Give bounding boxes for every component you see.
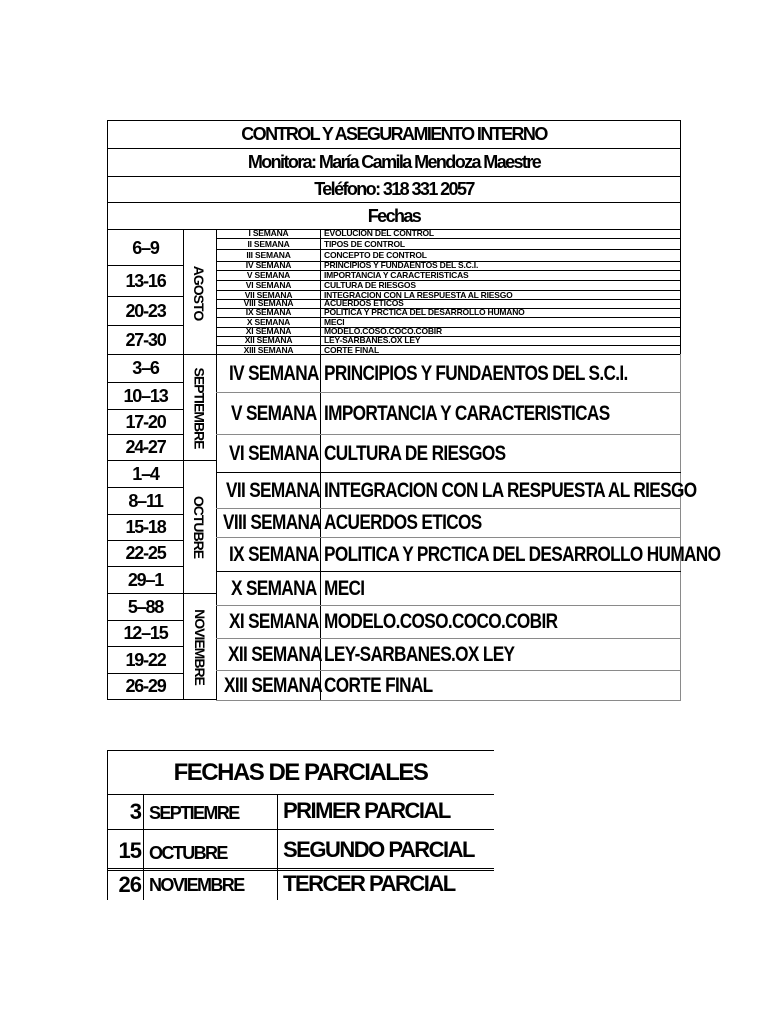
date-range-cell: 8–11 bbox=[128, 490, 163, 511]
date-range-cell: 3–6 bbox=[132, 358, 159, 378]
exam-name: PRIMER PARCIAL bbox=[283, 798, 450, 823]
exams-title: FECHAS DE PARCIALES bbox=[173, 759, 428, 786]
week-label: XI SEMANA bbox=[229, 610, 319, 633]
week-label: X SEMANA bbox=[231, 576, 317, 600]
exam-day: 26 bbox=[118, 872, 141, 897]
week-label: XIII SEMANA bbox=[224, 673, 323, 697]
week-topic: MODELO.COSO.COCO.COBIR bbox=[324, 610, 558, 633]
small-week-label: IX SEMANA bbox=[245, 307, 292, 317]
small-week-label: II SEMANA bbox=[247, 238, 290, 249]
small-week-label: VI SEMANA bbox=[245, 280, 292, 290]
small-week-topic: EVOLUCION DEL CONTROL bbox=[324, 228, 434, 238]
week-label: IX SEMANA bbox=[229, 542, 319, 566]
small-week-topic: INTEGRACION CON LA RESPUESTA AL RIESGO bbox=[324, 289, 513, 300]
small-week-label: XII SEMANA bbox=[244, 335, 293, 345]
exam-name: SEGUNDO PARCIAL bbox=[283, 837, 474, 862]
border-line bbox=[107, 699, 184, 700]
week-topic: CULTURA DE RIESGOS bbox=[324, 441, 506, 465]
month-label-agosto: AGOSTO bbox=[191, 265, 208, 320]
week-topic: CORTE FINAL bbox=[324, 673, 433, 697]
small-week-topic: LEY-SARBANES.OX LEY bbox=[324, 335, 421, 345]
date-range-cell: 10–13 bbox=[123, 385, 168, 406]
small-week-topic: MODELO.COSO.COCO.COBIR bbox=[324, 326, 442, 336]
border-line bbox=[680, 354, 681, 700]
week-label: XII SEMANA bbox=[228, 642, 322, 666]
small-week-label: V SEMANA bbox=[246, 270, 291, 280]
small-week-label: VII SEMANA bbox=[244, 289, 293, 300]
date-range-cell: 15-18 bbox=[125, 517, 166, 537]
small-week-topic: PRINCIPIOS Y FUNDAENTOS DEL S.C.I. bbox=[324, 260, 479, 270]
week-label: VII SEMANA bbox=[226, 478, 320, 502]
exam-day: 15 bbox=[118, 838, 141, 863]
date-range-cell: 22-25 bbox=[125, 543, 166, 563]
small-week-topic: POLITICA Y PRCTICA DEL DESARROLLO HUMANO bbox=[324, 307, 525, 317]
week-label: V SEMANA bbox=[231, 401, 317, 425]
border-line bbox=[216, 700, 681, 701]
monitor-name: Monitora: María Camila Mendoza Maestre bbox=[247, 152, 541, 172]
small-week-label: X SEMANA bbox=[246, 317, 291, 327]
month-label-octubre: OCTUBRE bbox=[191, 495, 208, 559]
small-week-topic: CULTURA DE RIESGOS bbox=[324, 280, 416, 290]
week-topic: POLITICA Y PRCTICA DEL DESARROLLO HUMANO bbox=[324, 542, 721, 566]
week-topic: IMPORTANCIA Y CARACTERISTICAS bbox=[324, 401, 610, 425]
date-range-cell: 12–15 bbox=[123, 623, 168, 643]
exam-month: SEPTIEMRE bbox=[149, 802, 239, 823]
dates-label: Fechas bbox=[367, 205, 421, 226]
border-line bbox=[107, 868, 494, 869]
small-week-label: III SEMANA bbox=[246, 250, 291, 260]
border-line bbox=[183, 699, 217, 700]
border-line bbox=[143, 794, 144, 900]
week-topic: MECI bbox=[324, 576, 365, 600]
small-week-label: VIII SEMANA bbox=[243, 298, 294, 308]
date-range-cell: 20-23 bbox=[125, 300, 166, 321]
small-week-topic: ACUERDOS ETICOS bbox=[324, 298, 404, 308]
week-topic: PRINCIPIOS Y FUNDAENTOS DEL S.C.I. bbox=[324, 361, 628, 385]
date-range-cell: 1–4 bbox=[132, 463, 159, 484]
exam-month: NOVIEMBRE bbox=[149, 875, 244, 895]
date-range-cell: 19-22 bbox=[125, 649, 166, 670]
date-range-cell: 5–88 bbox=[127, 596, 164, 617]
small-week-label: XIII SEMANA bbox=[243, 344, 294, 355]
date-range-cell: 17-20 bbox=[125, 411, 166, 432]
exam-name: TERCER PARCIAL bbox=[283, 871, 455, 896]
small-week-topic: IMPORTANCIA Y CARACTERISTICAS bbox=[324, 270, 469, 280]
exam-day: 3 bbox=[129, 799, 141, 824]
week-label: VI SEMANA bbox=[229, 441, 319, 465]
week-label: VIII SEMANA bbox=[223, 511, 322, 534]
week-topic: INTEGRACION CON LA RESPUESTA AL RIESGO bbox=[324, 478, 697, 502]
month-label-noviembre: NOVIEMBRE bbox=[191, 608, 208, 685]
border-line bbox=[277, 794, 278, 900]
date-range-cell: 24-27 bbox=[125, 437, 166, 457]
week-topic: ACUERDOS ETICOS bbox=[324, 511, 482, 534]
phone-number: Teléfono: 318 331 2057 bbox=[314, 179, 474, 199]
date-range-cell: 27-30 bbox=[125, 329, 166, 350]
date-range-cell: 26-29 bbox=[125, 676, 166, 696]
small-week-label: XI SEMANA bbox=[245, 326, 292, 336]
document-title: CONTROL Y ASEGURAMIENTO INTERNO bbox=[241, 124, 547, 144]
border-line bbox=[107, 829, 494, 830]
small-week-label: IV SEMANA bbox=[245, 260, 292, 270]
small-week-topic: CORTE FINAL bbox=[324, 344, 379, 355]
week-label: IV SEMANA bbox=[229, 361, 319, 385]
small-week-topic: CONCEPTO DE CONTROL bbox=[324, 250, 427, 260]
date-range-cell: 29–1 bbox=[127, 569, 164, 590]
border-line bbox=[107, 750, 494, 751]
date-range-cell: 6–9 bbox=[132, 237, 159, 258]
exam-month: OCTUBRE bbox=[149, 842, 227, 863]
date-range-cell: 13-16 bbox=[125, 270, 166, 291]
month-label-septiembre: SEPTIEMBRE bbox=[191, 366, 208, 449]
small-week-topic: TIPOS DE CONTROL bbox=[324, 238, 405, 249]
small-week-topic: MECI bbox=[324, 317, 345, 327]
small-week-label: I SEMANA bbox=[248, 228, 289, 238]
week-topic: LEY-SARBANES.OX LEY bbox=[324, 642, 515, 666]
